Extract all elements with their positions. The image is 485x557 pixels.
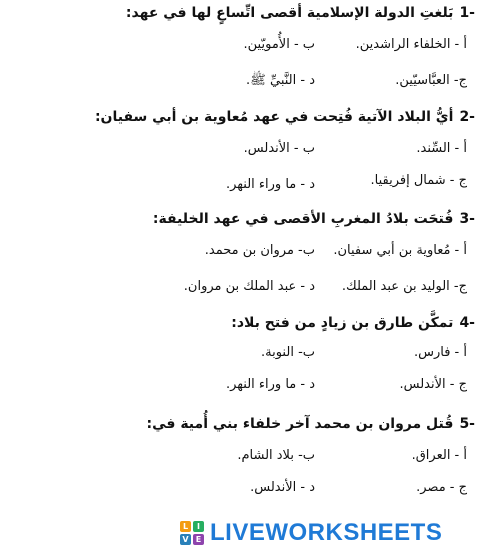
question-4-number: 4- — [459, 315, 475, 331]
q3-option-c[interactable]: ج- الوليد بن عبد الملك. — [341, 279, 467, 294]
question-5 — [10, 415, 475, 511]
question-2 — [10, 108, 475, 204]
question-3-number: 3- — [459, 211, 475, 227]
question-4-text: تمكَّن طارق بن زيادٍ من فتح بلاد: — [231, 315, 454, 331]
q2-option-a[interactable]: أ - السِّند. — [416, 141, 467, 156]
q4-option-b[interactable]: ب- النوبة. — [261, 345, 315, 360]
question-2-text: أيُّ البلاد الآتية فُتِحت في عهد مُعاوية بن أبي سفيان: — [94, 109, 454, 125]
q5-option-c[interactable]: ج - مصر. — [416, 480, 467, 495]
q2-option-b[interactable]: ب - الأندلس. — [243, 141, 315, 156]
logo-letter-e: E — [193, 534, 204, 545]
q4-option-a[interactable]: أ - فارس. — [413, 345, 467, 360]
liveworksheets-brand — [180, 518, 480, 548]
question-3 — [10, 210, 475, 306]
logo-letter-v: V — [180, 534, 191, 545]
q1-option-c[interactable]: ج- العبَّاسيّين. — [395, 73, 467, 88]
question-2-number: 2- — [459, 109, 475, 125]
q2-option-d[interactable]: د - ما وراء النهر. — [225, 177, 315, 192]
q1-option-d[interactable]: د - النَّبيِّ ﷺ. — [246, 73, 315, 88]
question-1-line — [126, 4, 475, 22]
question-1 — [10, 4, 475, 100]
question-2-line — [95, 108, 475, 126]
question-5-number: 5- — [459, 416, 475, 432]
q1-option-b[interactable]: ب - الأُمويّين. — [243, 37, 315, 52]
logo-letter-i: I — [193, 521, 204, 532]
q5-option-d[interactable]: د - الأندلس. — [250, 480, 315, 495]
q1-option-a[interactable]: أ - الخلفاء الراشدين. — [355, 37, 467, 52]
liveworksheets-logo-icon — [180, 521, 204, 545]
liveworksheets-wordmark: LIVEWORKSHEETS — [210, 519, 443, 546]
question-4-line — [231, 314, 475, 332]
logo-letter-l: L — [180, 521, 191, 532]
q4-option-d[interactable]: د - ما وراء النهر. — [225, 377, 315, 392]
question-5-line — [147, 415, 475, 433]
question-3-line — [153, 210, 475, 228]
q2-option-c[interactable]: ج - شمال إفريقيا. — [370, 173, 467, 188]
q3-option-b[interactable]: ب- مروان بن محمد. — [204, 243, 315, 258]
question-4 — [10, 314, 475, 410]
question-3-text: فُتحَت بلادُ المغربِ الأقصى في عهد الخليفة: — [152, 211, 454, 227]
q5-option-a[interactable]: أ - العراق. — [411, 448, 467, 463]
question-1-number: 1- — [459, 5, 475, 21]
q3-option-d[interactable]: د - عبد الملك بن مروان. — [183, 279, 315, 294]
q4-option-c[interactable]: ج - الأندلس. — [399, 377, 467, 392]
question-1-text: بَلغتِ الدولة الإسلامية أقصى اتِّساعٍ لها في عهد: — [125, 5, 454, 21]
q5-option-b[interactable]: ب- بلاد الشام. — [237, 448, 315, 463]
q3-option-a[interactable]: أ - مُعاوية بن أبي سفيان. — [333, 243, 467, 258]
question-5-text: قُتل مروان بن محمد آخر خلفاء بني أُمية في: — [146, 416, 454, 432]
